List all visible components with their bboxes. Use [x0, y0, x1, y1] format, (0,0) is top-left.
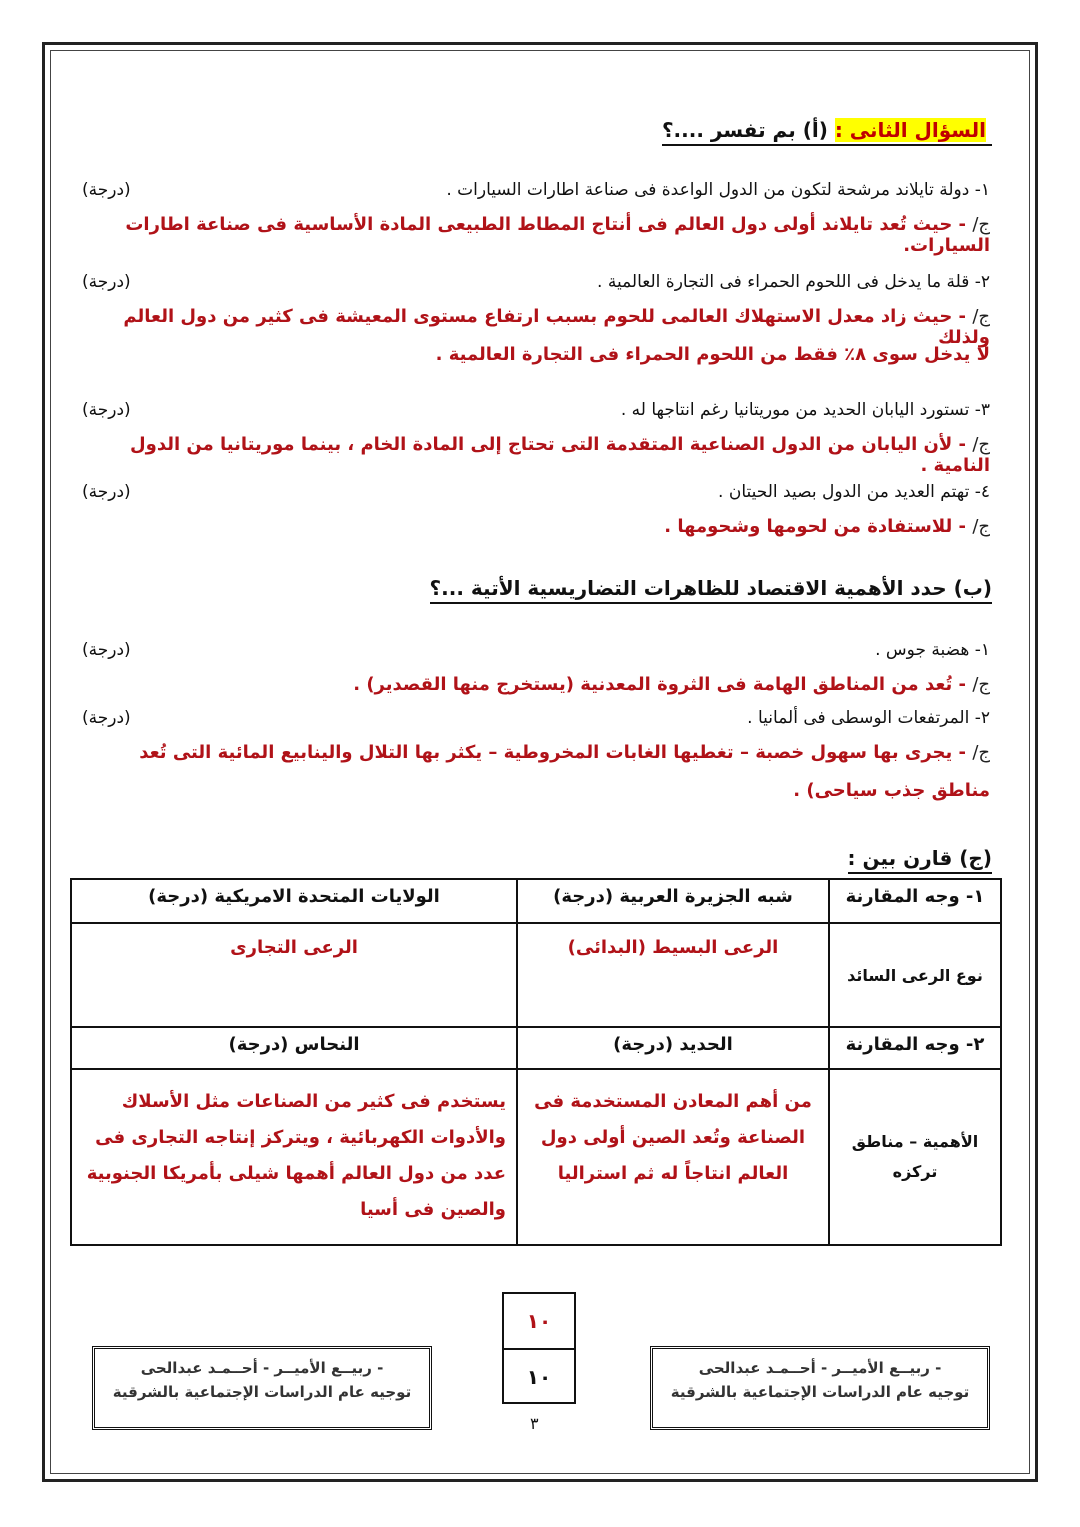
signature-box-right: [650, 1346, 990, 1430]
answer-text: - حيث زاد معدل الاستهلاك العالمى للحوم بسبب ارتفاع مستوى المعيشة فى كثير من دول العالم ولذلك: [123, 306, 990, 348]
mark-b2: (درجة): [82, 708, 131, 728]
signature-names: - ربيــع الأميــر - أحــمـد عبدالحى: [698, 1359, 942, 1377]
question-a1: ١- دولة تايلاند مرشحة لتكون من الدول الواعدة فى صناعة اطارات السيارات .: [446, 180, 990, 200]
cell-usa-head: الولايات المتحدة الامريكية (درجة): [71, 879, 517, 923]
mark-a3: (درجة): [82, 400, 131, 420]
answer-prefix: ج/: [972, 214, 990, 235]
answer-a2-cont: لا يدخل سوى ٨٪ فقط من اللحوم الحمراء فى التجارة العالمية .: [435, 344, 990, 365]
question-label: السؤال الثانى :: [834, 118, 986, 142]
score-bottom: ١٠: [526, 1365, 552, 1389]
question-a4: ٤- تهتم العديد من الدول بصيد الحيتان .: [718, 482, 990, 502]
cell-iron-detail: من أهم المعادن المستخدمة فى الصناعة وتُعد الصين أولى دول العالم انتاجاً له ثم استراليا: [517, 1069, 829, 1245]
section-a-heading: [662, 118, 992, 142]
section-b-title: (ب) حدد الأهمية الاقتصاد للظاهرات التضاريسية الأتية ...؟: [430, 576, 992, 604]
mark-a2: (درجة): [82, 272, 131, 292]
answer-b1: [353, 674, 990, 695]
question-a2: ٢- قلة ما يدخل فى اللحوم الحمراء فى التجارة العالمية .: [597, 272, 990, 292]
page-number: ٣: [530, 1414, 539, 1433]
label-grazing-type: نوع الرعى السائد: [829, 923, 1001, 1027]
comparison-head-1: ١- وجه المقارنة: [829, 879, 1001, 923]
section-a-title: (أ) بم تفسر ....؟: [661, 118, 828, 142]
mark-a4: (درجة): [82, 482, 131, 502]
answer-a4: [664, 516, 990, 537]
cell-copper-head: النحاس (درجة): [71, 1027, 517, 1069]
table-row: [71, 1069, 1001, 1245]
cell-copper-detail: يستخدم فى كثير من الصناعات مثل الأسلاك والأدوات الكهربائية ، ويتركز إنتاجه التجارى فى عدد من دول العالم أهمها شيلى بأمريكا الجنوبية والصين فى أسيا: [71, 1069, 517, 1245]
answer-prefix: ج/: [972, 742, 990, 763]
comparison-head-2: ٢- وجه المقارنة: [829, 1027, 1001, 1069]
signature-office: توجيه عام الدراسات الإجتماعية بالشرقية: [670, 1383, 970, 1401]
answer-prefix: ج/: [972, 674, 990, 695]
answer-text: - حيث تُعد تايلاند أولى دول العالم فى أنتاج المطاط الطبيعى المادة الأساسية فى صناعة اطارات السيارات.: [125, 214, 990, 256]
section-b-heading: [430, 576, 992, 600]
comparison-table: [70, 878, 1002, 1246]
signature-names: - ربيــع الأميــر - أحــمـد عبدالحى: [140, 1359, 384, 1377]
table-row: [71, 923, 1001, 1027]
answer-a2: [70, 306, 990, 348]
cell-commercial-grazing: الرعى التجارى: [71, 923, 517, 1027]
mark-b1: (درجة): [82, 640, 131, 660]
score-top: ١٠: [504, 1294, 574, 1350]
table-row: [71, 879, 1001, 923]
table-row: [71, 1027, 1001, 1069]
answer-text: - لأن اليابان من الدول الصناعية المتقدمة التى تحتاج إلى المادة الخام ، بينما موريتانيا من الدول النامية .: [130, 434, 990, 476]
section-c-heading: [848, 846, 992, 870]
score-box: [502, 1292, 576, 1404]
section-c-title: (ج) قارن بين :: [848, 846, 992, 874]
signature-box-left: [92, 1346, 432, 1430]
question-a3: ٣- تستورد اليابان الحديد من موريتانيا رغم انتاجها له .: [620, 400, 990, 420]
answer-text: - يجرى بها سهول خصبة – تغطيها الغابات المخروطية – يكثر بها التلال والينابيع المائية التى تُعد: [139, 742, 967, 763]
answer-prefix: ج/: [972, 516, 990, 537]
answer-a3: [70, 434, 990, 476]
answer-text: - تُعد من المناطق الهامة فى الثروة المعدنية (يستخرج منها القصدير) .: [353, 674, 967, 695]
answer-prefix: ج/: [972, 434, 990, 455]
signature-office: توجيه عام الدراسات الإجتماعية بالشرقية: [112, 1383, 412, 1401]
answer-a1: [70, 214, 990, 256]
answer-b2: [70, 742, 990, 763]
answer-text: - للاستفادة من لحومها وشحومها .: [664, 516, 967, 537]
cell-iron-head: الحديد (درجة): [517, 1027, 829, 1069]
question-b1: ١- هضبة جوس .: [875, 640, 990, 660]
answer-prefix: ج/: [972, 306, 990, 327]
answer-b2-cont: مناطق جذب سياحى) .: [793, 780, 990, 801]
cell-arabian-peninsula-head: شبه الجزيرة العربية (درجة): [517, 879, 829, 923]
mark-a1: (درجة): [82, 180, 131, 200]
cell-simple-grazing: الرعى البسيط (البدائى): [517, 923, 829, 1027]
question-b2: ٢- المرتفعات الوسطى فى ألمانيا .: [747, 708, 990, 728]
label-importance-regions: الأهمية – مناطق تركزه: [829, 1069, 1001, 1245]
